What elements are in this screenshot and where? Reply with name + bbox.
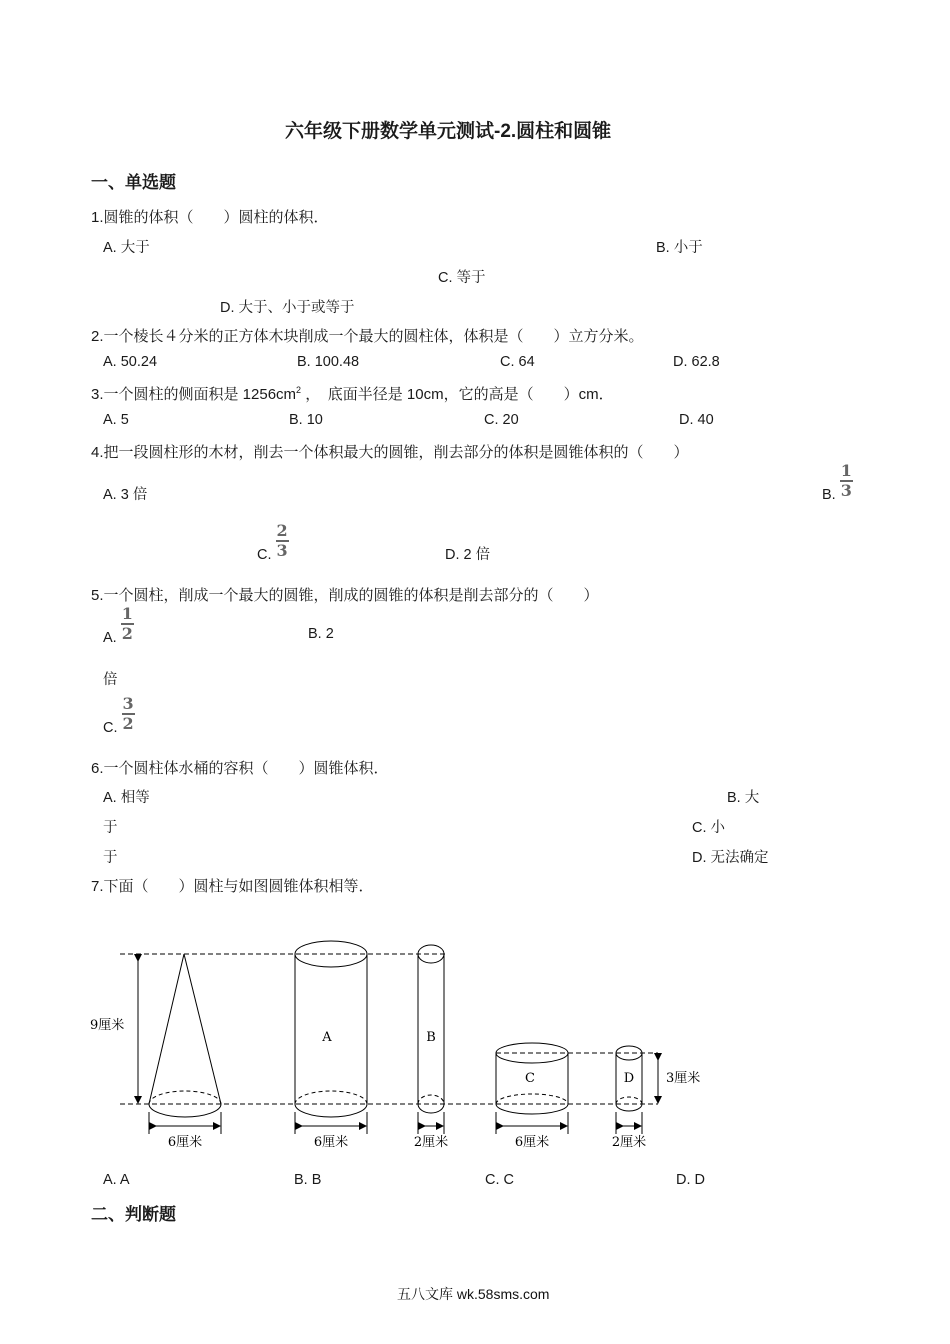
question-5-option-a[interactable] xyxy=(103,606,134,646)
question-3-stem xyxy=(91,383,614,404)
question-7-stem: 7.下面（ ）圆柱与如图圆锥体积相等． xyxy=(91,878,374,895)
cylinder-d-base-label: 2厘米 xyxy=(611,1135,647,1150)
question-3-option-c[interactable]: C. 20 xyxy=(484,412,519,428)
section-heading-true-false: 二、判断题 xyxy=(91,1205,176,1224)
section-heading-single-choice: 一、单选题 xyxy=(91,173,176,192)
question-4-option-b[interactable] xyxy=(822,463,853,503)
question-4-stem: 4.把一段圆柱形的木材，削去一个体积最大的圆锥，削去部分的体积是圆锥体积的（ ） xyxy=(91,444,689,461)
fraction-two-thirds xyxy=(276,523,289,559)
question-4-option-b-label: B. xyxy=(822,486,836,503)
cylinder-d-label: D xyxy=(623,1071,635,1086)
cone-height-label: 9厘米 xyxy=(90,1018,125,1033)
question-3-stem-text: 3.一个圆柱的侧面积是 1256cm xyxy=(91,386,297,403)
question-5-option-a-label: A. xyxy=(103,629,117,646)
fraction-numerator: 3 xyxy=(122,694,134,713)
question-6-option-b[interactable]: B. 大 xyxy=(727,790,760,806)
question-2-option-d[interactable]: D. 62.8 xyxy=(673,354,720,370)
fraction-one-third xyxy=(840,463,853,499)
short-height-label: 3厘米 xyxy=(666,1071,701,1086)
cylinder-a-label: A xyxy=(322,1030,332,1045)
question-7-option-d[interactable]: D. D xyxy=(676,1172,705,1188)
question-2-option-c[interactable]: C. 64 xyxy=(500,354,535,370)
cylinder-c-label: C xyxy=(525,1071,535,1086)
question-4-option-c[interactable] xyxy=(257,523,289,563)
cylinder-b-label: B xyxy=(426,1030,436,1045)
question-6-stem: 6.一个圆柱体水桶的容积（ ）圆锥体积． xyxy=(91,760,389,777)
cylinder-c-base-label: 6厘米 xyxy=(514,1135,550,1150)
cylinder-a-base-label: 6厘米 xyxy=(313,1135,349,1150)
question-3-stem-tail: ， 底面半径是 10cm，它的高是（ ）cm． xyxy=(301,386,614,403)
cylinder-b-base-label: 2厘米 xyxy=(413,1135,449,1150)
question-7-option-c[interactable]: C. C xyxy=(485,1172,514,1188)
question-2-option-a[interactable]: A. 50.24 xyxy=(103,354,158,370)
cone-base-label: 6厘米 xyxy=(167,1135,203,1150)
question-1-option-b[interactable]: B. 小于 xyxy=(656,240,703,256)
question-1-option-a[interactable]: A. 大于 xyxy=(103,240,150,256)
question-7-option-b[interactable]: B. B xyxy=(294,1172,322,1188)
question-5-option-c[interactable] xyxy=(103,696,135,736)
fraction-denominator: 3 xyxy=(840,481,852,500)
question-5-option-b-continuation: 倍 xyxy=(103,672,118,688)
fraction-denominator: 3 xyxy=(276,541,288,560)
question-1-stem: 1.圆锥的体积（ ）圆柱的体积． xyxy=(91,209,329,226)
question-4-option-c-label: C. xyxy=(257,546,272,563)
question-3-option-b[interactable]: B. 10 xyxy=(289,412,323,428)
question-5-option-b[interactable]: B. 2 xyxy=(308,626,334,642)
question-7-option-a[interactable]: A. A xyxy=(103,1172,130,1188)
question-3-superscript: 2 xyxy=(296,385,302,395)
question-3-option-a[interactable]: A. 5 xyxy=(103,412,129,428)
question-6-option-c[interactable]: C. 小 xyxy=(692,820,726,836)
question-2-stem: 2.一个棱长４分米的正方体木块削成一个最大的圆柱体，体积是（ ）立方分米。 xyxy=(91,328,644,345)
question-4-option-a[interactable]: A. 3 倍 xyxy=(103,487,148,503)
cone-cylinder-figure xyxy=(80,930,720,1160)
footer-watermark: 五八文库 wk.58sms.com xyxy=(397,1286,550,1302)
question-6-option-a[interactable]: A. 相等 xyxy=(103,790,150,806)
question-2-option-b[interactable]: B. 100.48 xyxy=(297,354,360,370)
question-4-option-d[interactable]: D. 2 倍 xyxy=(445,547,491,563)
question-6-option-b-continuation: 于 xyxy=(103,820,118,836)
question-6-option-c-continuation: 于 xyxy=(103,850,118,866)
fraction-numerator: 1 xyxy=(121,604,133,623)
question-3-option-d[interactable]: D. 40 xyxy=(679,412,714,428)
fraction-numerator: 2 xyxy=(276,521,288,540)
fraction-denominator: 2 xyxy=(122,714,134,733)
fraction-numerator: 1 xyxy=(840,461,852,480)
question-1-option-d[interactable]: D. 大于、小于或等于 xyxy=(220,300,355,316)
fraction-denominator: 2 xyxy=(121,624,133,643)
question-5-option-c-label: C. xyxy=(103,719,118,736)
fraction-three-halves xyxy=(122,696,135,732)
question-5-stem: 5.一个圆柱，削成一个最大的圆锥，削成的圆锥的体积是削去部分的（ ） xyxy=(91,587,599,604)
fraction-one-half xyxy=(121,606,134,642)
page-title: 六年级下册数学单元测试-2.圆柱和圆锥 xyxy=(285,121,612,142)
question-1-option-c[interactable]: C. 等于 xyxy=(438,270,486,286)
question-6-option-d[interactable]: D. 无法确定 xyxy=(692,850,769,866)
